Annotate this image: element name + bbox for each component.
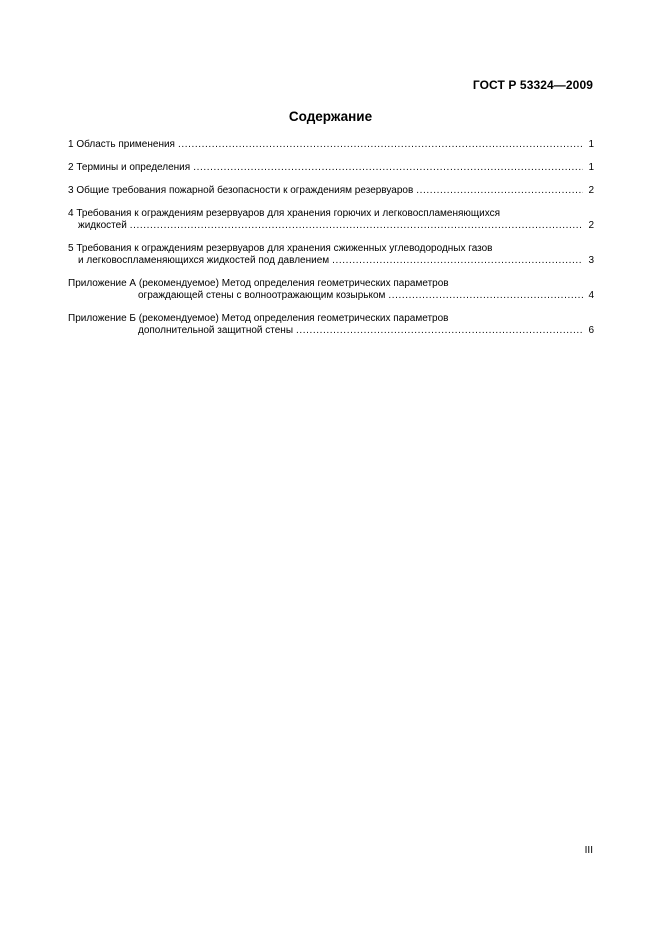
toc-entry-2[interactable]: [68, 162, 594, 174]
toc-entry-text-continued: жидкостей: [78, 220, 127, 231]
toc-title: Содержание: [288, 109, 373, 124]
toc-entry-text: 3 Общие требования пожарной безопасности к ограждениям резервуаров: [68, 185, 414, 196]
toc-entry-text: Приложение А (рекомендуемое) Метод определения геометрических параметров: [68, 278, 449, 289]
toc-entry-5[interactable]: [68, 243, 594, 267]
toc-entry-appendix-b[interactable]: [68, 313, 594, 337]
toc-entry-text-continued: и легковоспламеняющихся жидкостей под давлением: [78, 255, 330, 266]
toc-entry-text: 1 Область применения: [68, 139, 175, 150]
document-standard-number: ГОСТ Р 53324—2009: [472, 78, 593, 92]
toc-leader-dots: [296, 325, 583, 337]
toc-entry-text: 2 Термины и определения: [68, 162, 191, 173]
toc-leader-dots: [193, 162, 583, 174]
toc-entry-3[interactable]: [68, 185, 594, 197]
toc-entry-page: 2: [588, 185, 594, 196]
toc-entry-4[interactable]: [68, 208, 594, 232]
toc-leader-dots: [178, 139, 583, 151]
table-of-contents: [68, 139, 594, 348]
toc-leader-dots: [332, 255, 583, 267]
toc-entry-page: 1: [588, 162, 594, 173]
toc-entry-page: 1: [588, 139, 594, 150]
toc-leader-dots: [130, 220, 583, 232]
toc-leader-dots: [416, 185, 583, 197]
toc-entry-1[interactable]: [68, 139, 594, 151]
toc-entry-text: Приложение Б (рекомендуемое) Метод определения геометрических параметров: [68, 313, 449, 324]
toc-entry-page: 6: [588, 325, 594, 336]
toc-entry-text: 4 Требования к ограждениям резервуаров для хранения горючих и легковоспламеняющихся: [68, 208, 501, 219]
toc-entry-page: 2: [588, 220, 594, 231]
toc-leader-dots: [388, 290, 583, 302]
toc-entry-page: 4: [588, 290, 594, 301]
toc-entry-appendix-a[interactable]: [68, 278, 594, 302]
toc-entry-text-continued: ограждающей стены с волноотражающим козырьком: [138, 290, 386, 301]
toc-entry-text-continued: дополнительной защитной стены: [138, 325, 294, 336]
toc-entry-text: 5 Требования к ограждениям резервуаров для хранения сжиженных углеводородных газов: [68, 243, 493, 254]
toc-entry-page: 3: [588, 255, 594, 266]
page-number: III: [584, 845, 593, 856]
